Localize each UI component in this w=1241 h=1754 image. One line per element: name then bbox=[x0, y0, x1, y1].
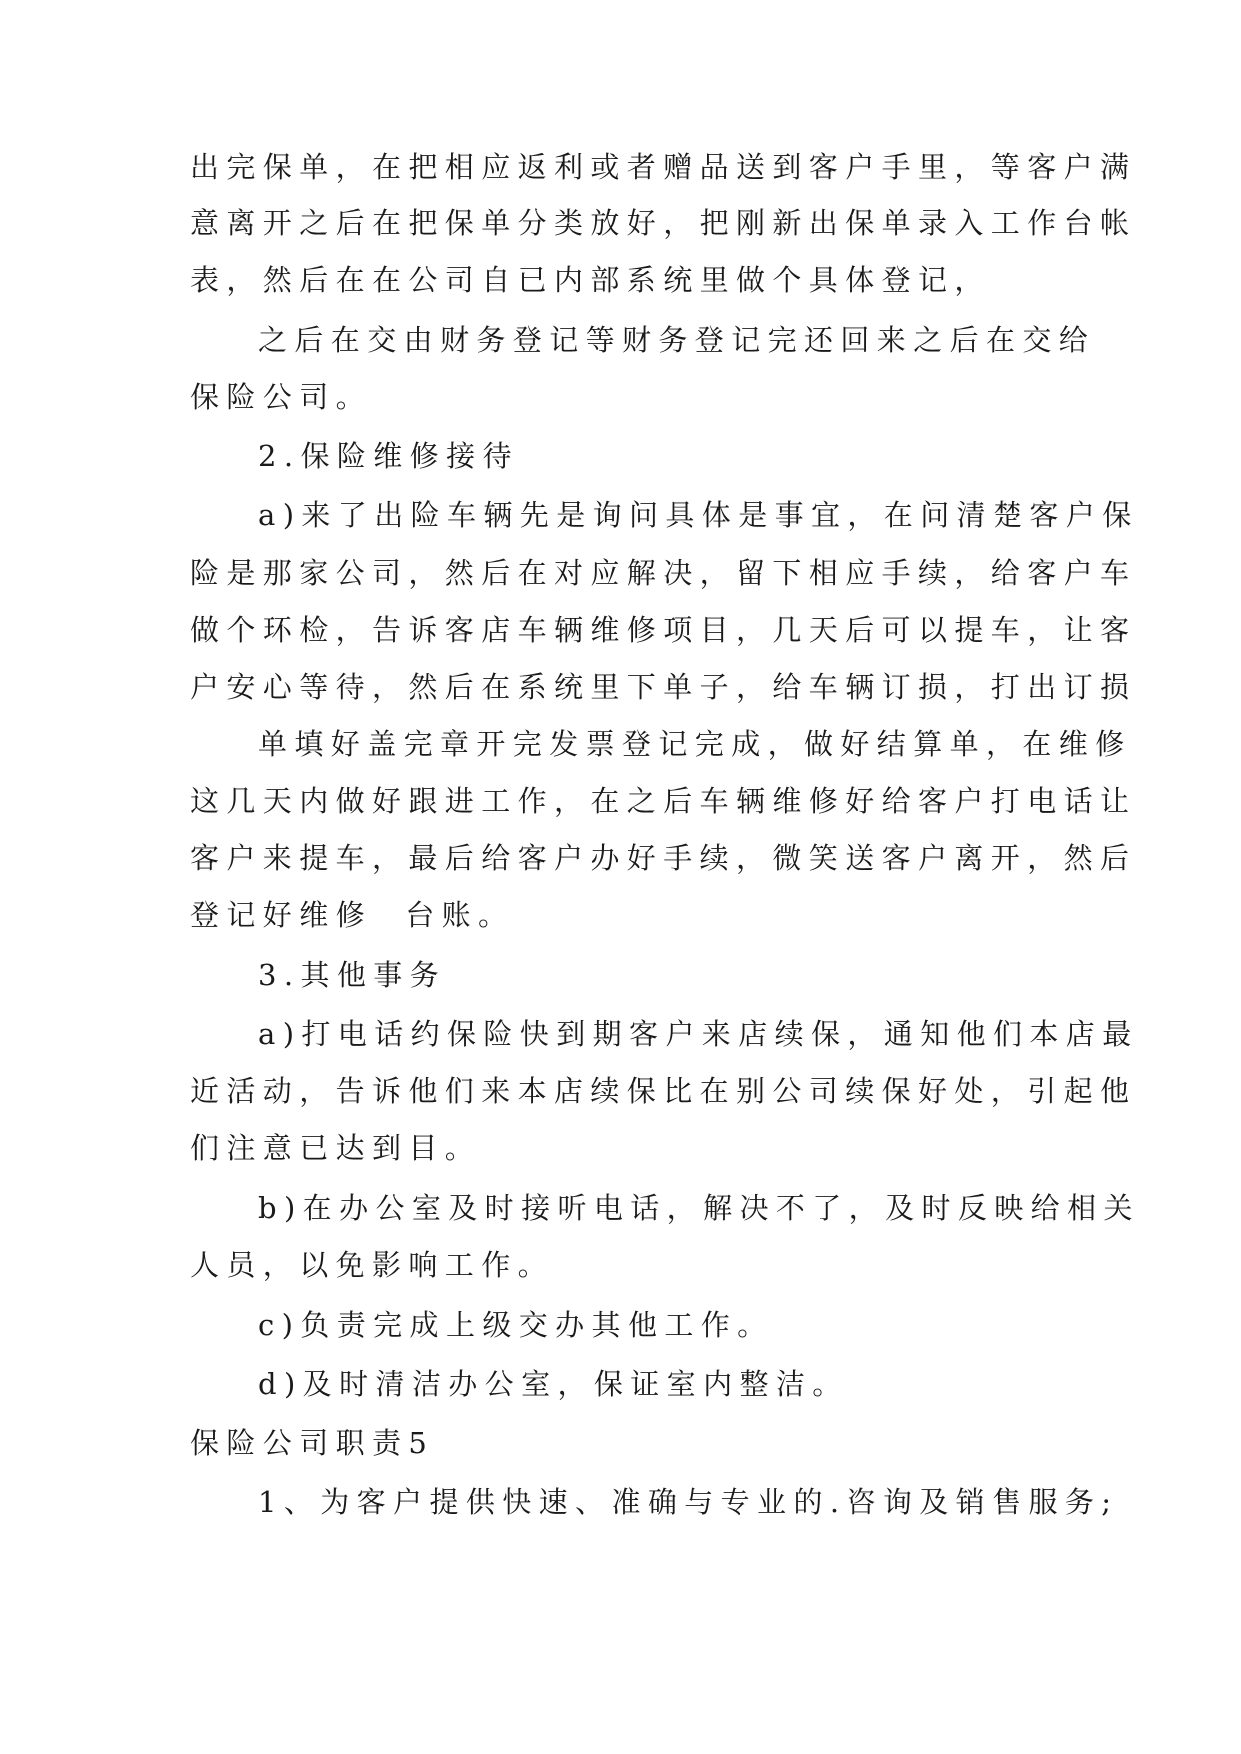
text-line: 表，然后在在公司自已内部系统里做个具体登记， bbox=[190, 263, 991, 297]
text-line: 之后在交由财务登记等财务登记完还回来之后在交给 bbox=[258, 323, 1096, 357]
text-line: b)在办公室及时接听电话，解决不了，及时反映给相关 bbox=[258, 1191, 1140, 1225]
text-line: a)打电话约保险快到期客户来店续保，通知他们本店最 bbox=[258, 1017, 1139, 1051]
text-line: 意离开之后在把保单分类放好，把刚新出保单录入工作台帐 bbox=[190, 206, 1137, 240]
text-line: 出完保单，在把相应返利或者赠品送到客户手里，等客户满 bbox=[190, 150, 1137, 184]
text-line: a)来了出险车辆先是询问具体是事宜，在问清楚客户保 bbox=[258, 498, 1139, 532]
text-line: 保险公司。 bbox=[190, 380, 373, 414]
text-line: 做个环检，告诉客店车辆维修项目，几天后可以提车，让客 bbox=[190, 613, 1137, 647]
text-line: 近活动，告诉他们来本店续保比在别公司续保好处，引起他 bbox=[190, 1074, 1137, 1108]
text-line: 人员，以免影响工作。 bbox=[190, 1248, 555, 1282]
text-line: 客户来提车，最后给客户办好手续，微笑送客户离开，然后 bbox=[190, 841, 1137, 875]
text-line: d)及时清洁办公室，保证室内整洁。 bbox=[258, 1367, 849, 1401]
text-line: 单填好盖完章开完发票登记完成，做好结算单，在维修 bbox=[258, 727, 1132, 761]
text-line: 户安心等待，然后在系统里下单子，给车辆订损，打出订损 bbox=[190, 670, 1137, 704]
text-line: 这几天内做好跟进工作，在之后车辆维修好给客户打电话让 bbox=[190, 784, 1137, 818]
text-line: 登记好维修 台账。 bbox=[190, 898, 515, 932]
section-title: 保险公司职责5 bbox=[190, 1426, 435, 1460]
section-heading: 2.保险维修接待 bbox=[258, 439, 519, 473]
text-line: 1、为客户提供快速、准确与专业的.咨询及销售服务; bbox=[258, 1485, 1119, 1519]
text-line: 们注意已达到目。 bbox=[190, 1131, 482, 1165]
text-line: 险是那家公司，然后在对应解决，留下相应手续，给客户车 bbox=[190, 556, 1137, 590]
section-heading: 3.其他事务 bbox=[258, 958, 447, 992]
text-line: c)负责完成上级交办其他工作。 bbox=[258, 1308, 774, 1342]
